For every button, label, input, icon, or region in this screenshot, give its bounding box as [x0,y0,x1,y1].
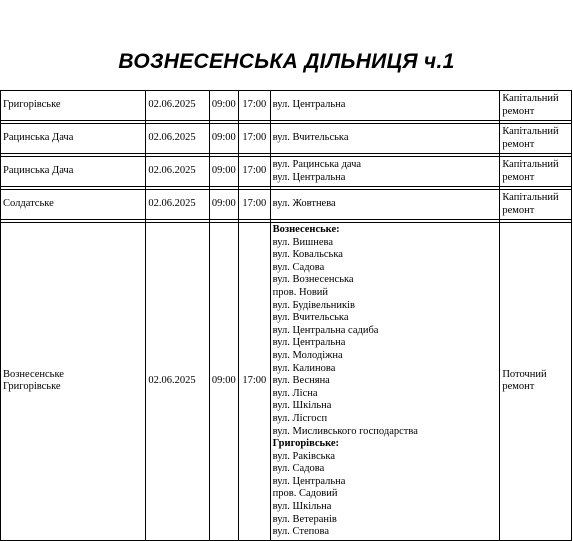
settlement-cell [1,124,146,154]
street-name: вул. Шкільна [272,501,332,513]
street-name: вул. Молодіжна [272,349,343,361]
settlement-name: Рацинська Дача [3,132,74,144]
street-name: вул. Ковальська [272,249,343,261]
street-name: вул. Лісна [272,387,318,399]
settlement-name: Рацинська Дача [3,165,74,177]
settlement-name: Вознесенське [3,368,64,380]
end-time-cell: 17:00 [239,91,271,121]
work-type-cell: Поточний ремонт [500,223,572,541]
street-name: пров. Новий [272,286,329,298]
start-time-cell: 09:00 [209,124,238,154]
settlement-cell [1,157,146,187]
work-type-cell: Капітальний ремонт [500,91,572,121]
street-name: вул. Жовтнева [272,198,336,210]
street-name: вул. Центральна [272,99,346,111]
date-cell: 02.06.2025 [146,124,209,154]
start-time-cell: 09:00 [209,91,238,121]
street-name: вул. Вознесенська [272,274,354,286]
street-name: вул. Центральна [272,475,346,487]
table-row [1,157,572,187]
end-time-cell: 17:00 [239,157,271,187]
street-name: вул. Мисливського господарства [272,425,418,437]
settlement-name: Григорівське [3,99,61,111]
settlement-cell [1,91,146,121]
start-time-cell: 09:00 [209,157,238,187]
street-name: вул. Центральна садиба [272,324,379,336]
street-name: пров. Садовий [272,488,338,500]
start-time-cell: 09:00 [209,223,238,541]
settlement-heading: Вознесенське: [272,224,340,235]
street-name: вул. Садова [272,463,325,475]
street-name: вул. Рацинська дача [272,158,362,170]
work-type-cell: Капітальний ремонт [500,124,572,154]
work-type-cell: Капітальний ремонт [500,190,572,220]
table-row [1,124,572,154]
street-name: вул. Лісгосп [272,412,328,424]
streets-cell [270,190,500,220]
date-cell: 02.06.2025 [146,190,209,220]
street-name: вул. Центральна [272,171,346,183]
table-row [1,91,572,121]
street-name: вул. Центральна [272,337,346,349]
table-row [1,223,572,541]
streets-cell [270,124,500,154]
settlement-cell [1,223,146,541]
street-name: вул. Раківська [272,450,335,462]
settlement-name: Григорівське [3,381,61,393]
date-cell: 02.06.2025 [146,91,209,121]
end-time-cell: 17:00 [239,223,271,541]
street-name: вул. Вчительська [272,312,349,324]
street-name: вул. Калинова [272,362,336,374]
street-name: вул. Степова [272,526,329,538]
street-name: вул. Садова [272,261,325,273]
table-row [1,190,572,220]
settlement-cell [1,190,146,220]
work-type-cell: Капітальний ремонт [500,157,572,187]
streets-cell [270,223,500,541]
date-cell: 02.06.2025 [146,157,209,187]
street-name: вул. Шкільна [272,400,332,412]
street-name: вул. Будівельників [272,299,355,311]
street-name: вул. Вишнева [272,236,334,248]
streets-cell [270,91,500,121]
settlement-heading: Григорівське: [272,438,340,450]
start-time-cell: 09:00 [209,190,238,220]
street-name: вул. Весняна [272,375,330,387]
date-cell: 02.06.2025 [146,223,209,541]
streets-cell [270,157,500,187]
outage-schedule-table [0,90,572,541]
end-time-cell: 17:00 [239,124,271,154]
street-name: вул. Ветеранів [272,513,337,525]
page-title: ВОЗНЕСЕНСЬКА ДІЛЬНИЦЯ ч.1 [118,50,455,73]
settlement-name: Солдатське [3,198,54,210]
street-name: вул. Вчительська [272,132,349,144]
end-time-cell: 17:00 [239,190,271,220]
